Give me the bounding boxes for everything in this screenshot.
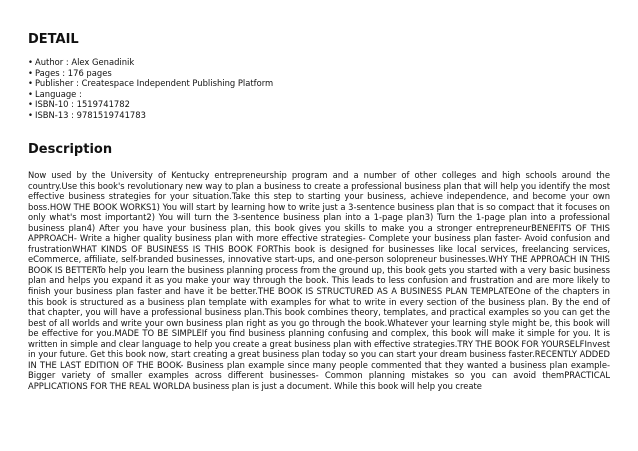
- description-text: Now used by the University of Kentucky entrepreneurship program and a number of other colleges and high schools around the country.Use this book's revolutionary new way to plan a business to create a professional business plan that will help you identify the most effective business strategies for your situation.Take this step to starting your business, achieve independence, and become your own boss.HOW THE BOOK WORKS1) You will start by learning how to write just a 3-sentence business plan that is so compact that it focuses on only what's most important2) You will turn the 3-sentence business plan into a 1-page plan3) Turn the 1-page plan into a professional business plan4) After you have your business plan, this book gives you skills to make you a stronger entrepreneurBENEFITS OF THIS APPROACH- Write a higher quality business plan with more effective strategies- Complete your business plan faster- Avoid confusion and frustrationWHAT KINDS OF BUSINESS IS THIS BOOK FORThis book is designed for businesses like local services, freelancing services, eCommerce, affiliate, self-branded businesses, innovative start-ups, and one-person solopreneur businesses.WHY THE APPROACH IN THIS BOOK IS BETTERTo help you learn the business planning process from the ground up, this book gets you started with a very basic business plan and helps you expand it as you make your way through the book. This leads to less confusion and frustration and are more likely to finish your business plan faster and have it be better.THE BOOK IS STRUCTURED AS A BUSINESS PLAN TEMPLATEOne of the chapters in this book is structured as a business plan template with examples for what to write in every section of the business plan. By the end of that chapter, you will have a professional business plan.This book combines theory, templates, and practical examples so you can get the best of all worlds and write your own business plan right as you go through the book.Whatever your learning style might be, this book will be effective for you.MADE TO BE SIMPLEIf you find business planning confusing and complex, this book will make it simple for you. It is written in simple and clear language to help you create a great business plan with effective strategies.TRY THE BOOK FOR YOURSELFInvest in your future. Get this book now, start creating a great business plan today so you can start your dream business faster.RECENTLY ADDED IN THE LAST EDITION OF THE BOOK- Business plan example since many people commented that they wanted a business plan example- Bigger variety of smaller examples across different businesses- Common planning mistakes so you can avoid themPRACTICAL APPLICATIONS FOR THE REAL WORLDA business plan is just a document. While this book will help you create: [28, 170, 610, 391]
- detail-list: [28, 57, 273, 121]
- bullet-icon: •: [28, 109, 33, 120]
- detail-item-language: • Language :: [28, 88, 82, 99]
- detail-item-isbn13: • ISBN-13 : 9781519741783: [28, 109, 146, 120]
- detail-heading: DETAIL: [28, 32, 79, 47]
- bullet-icon: •: [28, 78, 33, 89]
- detail-item-publisher: • Publisher : Createspace Independent Publishing Platform: [28, 78, 274, 89]
- bullet-icon: •: [28, 57, 33, 67]
- bullet-icon: •: [28, 67, 33, 78]
- detail-item-pages: • Pages : 176 pages: [28, 67, 112, 78]
- detail-item-author: • Author : Alex Genadinik: [28, 57, 135, 67]
- detail-item-isbn10: • ISBN-10 : 1519741782: [28, 99, 130, 110]
- bullet-icon: •: [28, 88, 33, 99]
- bullet-icon: •: [28, 99, 33, 110]
- description-heading: Description: [28, 142, 113, 157]
